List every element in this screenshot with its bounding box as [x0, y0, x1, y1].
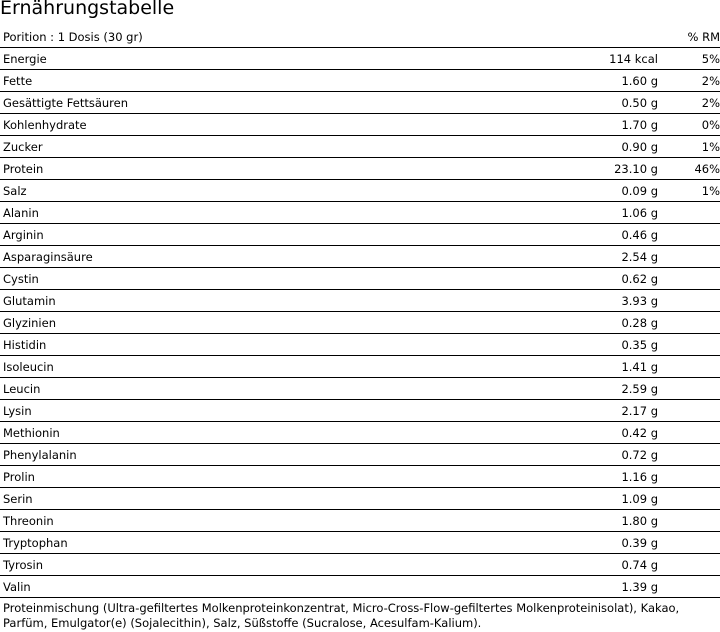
nutrient-name: Histidin — [3, 338, 47, 352]
nutrient-name: Leucin — [3, 382, 41, 396]
nutrient-amount: 0.35 g — [621, 338, 658, 352]
nutrient-amount: 1.41 g — [621, 360, 658, 374]
nutrient-name: Serin — [3, 492, 33, 506]
nutrient-amount: 0.28 g — [621, 316, 658, 330]
nutrient-name: Phenylalanin — [3, 448, 77, 462]
nutrient-name: Zucker — [3, 140, 43, 154]
nutrient-name: Protein — [3, 162, 44, 176]
nutrient-amount: 0.42 g — [621, 426, 658, 440]
table-row — [0, 422, 720, 444]
nutrient-rm-percent: 1% — [701, 140, 720, 154]
nutrient-name: Gesättigte Fettsäuren — [3, 96, 129, 110]
nutrient-amount: 2.17 g — [621, 404, 658, 418]
nutrient-amount: 1.80 g — [621, 514, 658, 528]
nutrient-rm-percent: 2% — [701, 96, 720, 110]
table-body — [0, 48, 720, 598]
nutrient-name: Tyrosin — [3, 558, 44, 572]
nutrition-table — [0, 26, 720, 598]
nutrient-name: Lysin — [3, 404, 32, 418]
table-row — [0, 92, 720, 114]
nutrient-name: Valin — [3, 580, 31, 594]
nutrient-amount: 1.09 g — [621, 492, 658, 506]
table-row — [0, 312, 720, 334]
nutrient-amount: 1.60 g — [621, 74, 658, 88]
nutrient-rm-percent: 0% — [701, 118, 720, 132]
table-row — [0, 224, 720, 246]
nutrient-amount: 0.62 g — [621, 272, 658, 286]
page-title: Ernährungstabelle — [0, 0, 175, 19]
nutrient-amount: 1.70 g — [621, 118, 658, 132]
nutrient-name: Methionin — [3, 426, 60, 440]
nutrient-amount: 0.50 g — [621, 96, 658, 110]
table-row — [0, 378, 720, 400]
table-header-row — [0, 26, 720, 48]
table-row — [0, 70, 720, 92]
nutrient-name: Glyzinien — [3, 316, 56, 330]
nutrient-amount: 0.90 g — [621, 140, 658, 154]
table-row — [0, 268, 720, 290]
table-row — [0, 444, 720, 466]
nutrient-rm-percent: 2% — [701, 74, 720, 88]
table-row — [0, 510, 720, 532]
nutrient-amount: 1.06 g — [621, 206, 658, 220]
nutrient-name: Salz — [3, 184, 27, 198]
table-row — [0, 356, 720, 378]
table-row — [0, 400, 720, 422]
portion-label: Porition : 1 Dosis (30 gr) — [3, 30, 143, 44]
table-row — [0, 114, 720, 136]
nutrient-name: Asparaginsäure — [3, 250, 93, 264]
nutrient-amount: 0.74 g — [621, 558, 658, 572]
nutrient-amount: 114 kcal — [609, 52, 658, 66]
table-row — [0, 136, 720, 158]
nutrient-rm-percent: 46% — [694, 162, 720, 176]
table-row — [0, 48, 720, 70]
table-row — [0, 202, 720, 224]
table-row — [0, 246, 720, 268]
table-row — [0, 334, 720, 356]
nutrient-name: Arginin — [3, 228, 44, 242]
nutrient-name: Kohlenhydrate — [3, 118, 87, 132]
nutrient-amount: 0.46 g — [621, 228, 658, 242]
table-row — [0, 532, 720, 554]
table-row — [0, 158, 720, 180]
nutrient-amount: 1.16 g — [621, 470, 658, 484]
nutrient-name: Cystin — [3, 272, 39, 286]
nutrient-amount: 1.39 g — [621, 580, 658, 594]
nutrient-rm-percent: 1% — [701, 184, 720, 198]
nutrient-name: Alanin — [3, 206, 39, 220]
table-row — [0, 180, 720, 202]
nutrient-amount: 0.72 g — [621, 448, 658, 462]
rm-column-header: % RM — [687, 30, 720, 44]
nutrient-amount: 2.59 g — [621, 382, 658, 396]
ingredients-text: Proteinmischung (Ultra-gefiltertes Molkenproteinkonzentrat, Micro-Cross-Flow-gefiltertes Molkenproteinisolat), Kakao, Parfüm, Emulgator(e) (Sojalecithin), Salz, Süßstoffe (Sucralose, Acesulfam-Kalium). — [3, 601, 680, 630]
nutrient-name: Fette — [3, 74, 33, 88]
table-row — [0, 488, 720, 510]
nutrient-amount: 23.10 g — [614, 162, 658, 176]
table-row — [0, 466, 720, 488]
nutrient-name: Isoleucin — [3, 360, 54, 374]
nutrient-name: Prolin — [3, 470, 35, 484]
nutrient-amount: 0.39 g — [621, 536, 658, 550]
nutrient-name: Threonin — [3, 514, 54, 528]
nutrient-amount: 0.09 g — [621, 184, 658, 198]
nutrient-name: Glutamin — [3, 294, 56, 308]
nutrient-name: Energie — [3, 52, 47, 66]
nutrient-amount: 2.54 g — [621, 250, 658, 264]
table-row — [0, 554, 720, 576]
table-row — [0, 290, 720, 312]
nutrient-rm-percent: 5% — [701, 52, 720, 66]
nutrient-amount: 3.93 g — [621, 294, 658, 308]
nutrient-name: Tryptophan — [3, 536, 68, 550]
table-row — [0, 576, 720, 598]
